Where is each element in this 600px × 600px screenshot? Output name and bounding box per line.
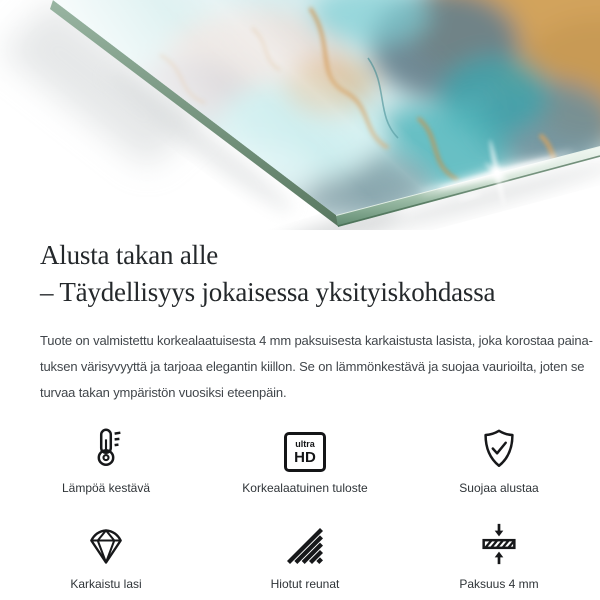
- thermometer-icon: [83, 424, 129, 472]
- thickness-icon: [476, 520, 522, 568]
- feature-label: Hiotut reunat: [270, 577, 340, 591]
- shield-check-icon: [476, 426, 522, 472]
- body-line: turvaa takan ympäristön vuosiksi eteenpäin.: [40, 385, 287, 400]
- feature-polished-edges: [212, 518, 398, 591]
- page-title-line2: – Täydellisyys jokaisessa yksityiskohdassa: [40, 277, 496, 307]
- hero-product-image: [0, 0, 600, 230]
- body-line: Tuote on valmistettu korkealaatuisesta 4 mm paksuisesta karkaistusta lasista, joka korostaa paina-: [40, 333, 593, 348]
- feature-tempered-glass: [0, 518, 212, 591]
- feature-ultra-hd-print: [212, 422, 398, 495]
- feature-label: Paksuus 4 mm: [459, 577, 539, 591]
- page-title: [40, 237, 566, 311]
- product-description-section: [0, 237, 600, 406]
- feature-heat-resistant: [0, 422, 212, 495]
- feature-protects-base: [398, 422, 600, 495]
- ultra-hd-icon-text-top: ultra: [295, 439, 315, 449]
- ultra-hd-icon-text-bottom: HD: [294, 449, 316, 466]
- feature-label: Suojaa alustaa: [459, 481, 539, 495]
- feature-grid: [0, 422, 600, 591]
- feature-label: Korkealaatuinen tuloste: [242, 481, 368, 495]
- feature-thickness-4mm: [398, 518, 600, 591]
- diamond-icon: [83, 524, 129, 568]
- polished-edges-icon: [282, 524, 328, 568]
- glass-panel-illustration: [0, 0, 600, 230]
- page-title-line1: Alusta takan alle: [40, 240, 219, 270]
- body-paragraph: [40, 328, 593, 406]
- feature-label: Lämpöä kestävä: [61, 481, 151, 495]
- feature-label: Karkaistu lasi: [70, 577, 142, 591]
- body-line: tuksen värisyvyyttä ja tarjoaa elegantin kiillon. Se on lämmönkestävä ja suojaa vaurioilta, joten se: [40, 359, 585, 374]
- ultra-hd-icon: [284, 432, 326, 472]
